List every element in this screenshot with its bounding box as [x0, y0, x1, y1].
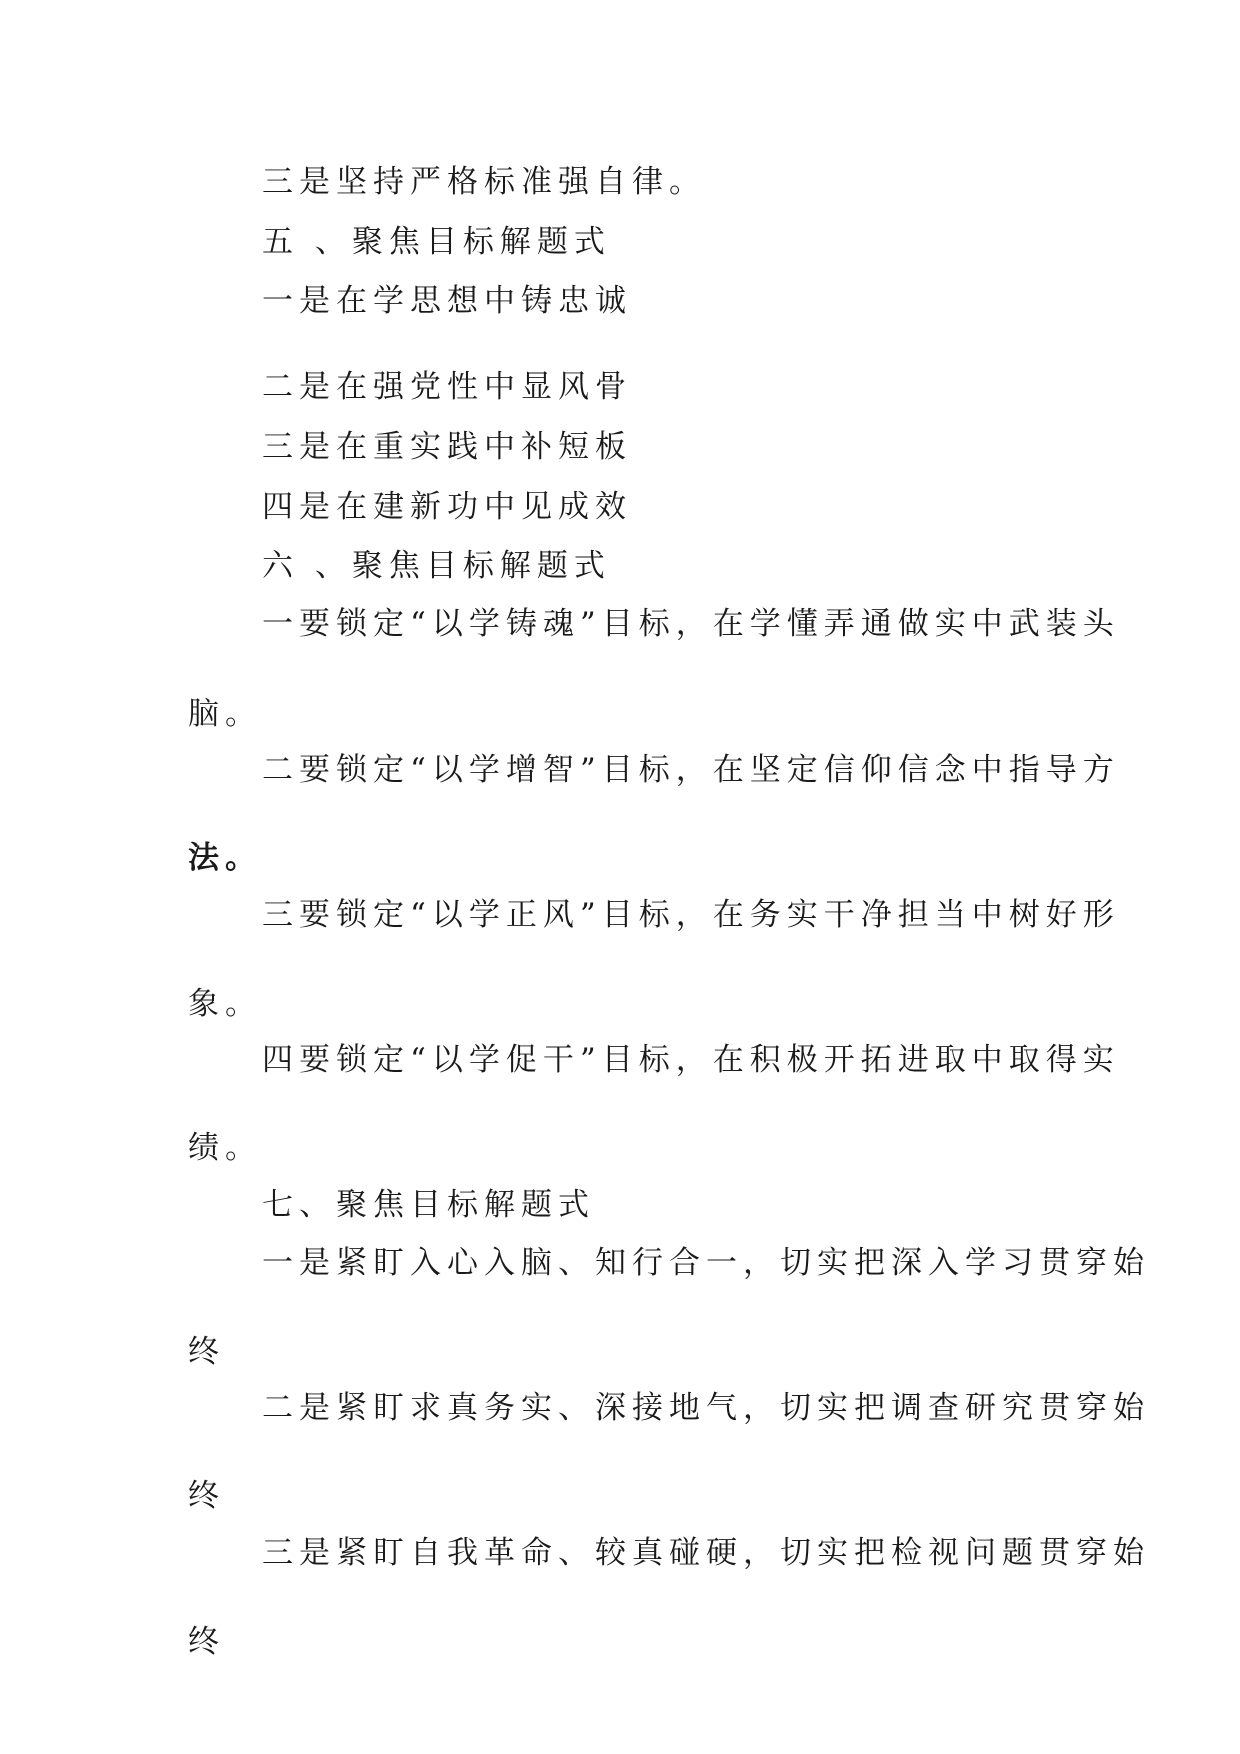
- section-heading: 六 、聚焦目标解题式: [262, 548, 611, 584]
- body-line-continuation: 终: [188, 1478, 225, 1514]
- body-line-continuation: 法。: [188, 840, 262, 876]
- body-line: 三是紧盯自我革命、较真碰硬，切实把检视问题贯穿始: [262, 1535, 1150, 1571]
- body-line: 四要锁定“以学促干”目标，在积极开拓进取中取得实: [262, 1042, 1120, 1078]
- body-line: 三是在重实践中补短板: [262, 429, 632, 465]
- body-line: 二要锁定“以学增智”目标，在坚定信仰信念中指导方: [262, 752, 1120, 788]
- body-line-continuation: 象。: [188, 986, 262, 1022]
- section-heading: 七、聚焦目标解题式: [262, 1187, 595, 1223]
- body-line-continuation: 终: [188, 1624, 225, 1660]
- body-line: 三要锁定“以学正风”目标，在务实干净担当中树好形: [262, 897, 1120, 933]
- body-line: 二是紧盯求真务实、深接地气，切实把调查研究贯穿始: [262, 1390, 1150, 1426]
- body-line-continuation: 终: [188, 1334, 225, 1370]
- body-line-continuation: 脑。: [188, 696, 262, 732]
- body-line: 一是紧盯入心入脑、知行合一，切实把深入学习贯穿始: [262, 1245, 1150, 1281]
- body-line: 二是在强党性中显风骨: [262, 369, 632, 405]
- body-line-continuation: 绩。: [188, 1130, 262, 1166]
- body-line: 一是在学思想中铸忠诚: [262, 283, 632, 319]
- body-line: 三是坚持严格标准强自律。: [262, 164, 706, 200]
- body-line: 一要锁定“以学铸魂”目标，在学懂弄通做实中武装头: [262, 606, 1120, 642]
- section-heading: 五 、聚焦目标解题式: [262, 224, 611, 260]
- body-line: 四是在建新功中见成效: [262, 489, 632, 525]
